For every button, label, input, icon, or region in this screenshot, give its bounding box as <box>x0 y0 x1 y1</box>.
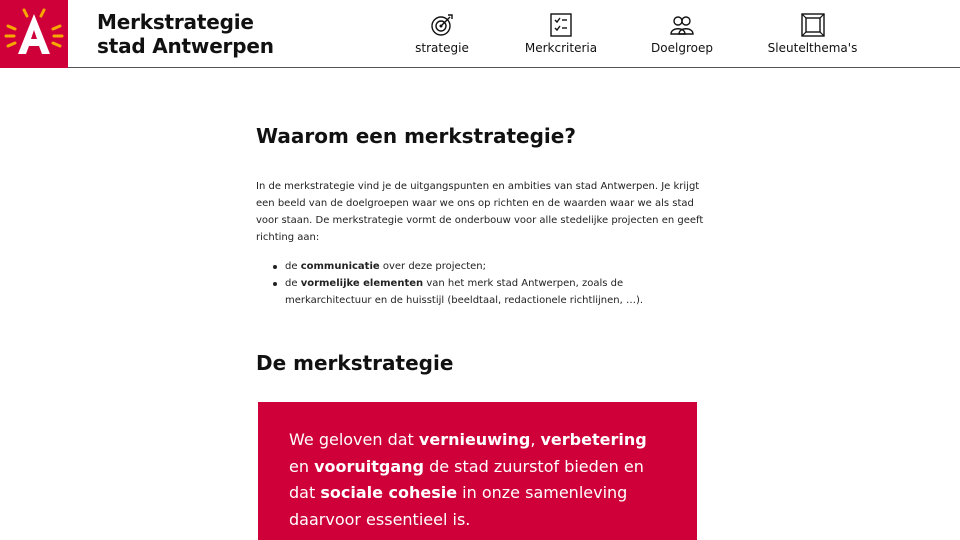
people-icon <box>669 12 695 38</box>
nav-item-label: Sleutelthema's <box>767 41 858 55</box>
frame-icon <box>800 12 826 38</box>
quote-bold: sociale cohesie <box>320 483 458 502</box>
checklist-icon <box>548 12 574 38</box>
bullet-bold: communicatie <box>300 261 380 272</box>
section-title: De merkstrategie <box>256 351 454 375</box>
quote-text <box>289 427 669 533</box>
quote-part: in onze samenleving daarvoor essentieel is. <box>289 483 628 529</box>
nav-item-label: Merkcriteria <box>524 41 598 55</box>
nav-item-label: strategie <box>415 41 469 55</box>
page-title: Waarom een merkstrategie? <box>256 124 576 148</box>
site-title-line2: stad Antwerpen <box>97 34 274 58</box>
bullet-list <box>256 258 706 309</box>
quote-block <box>258 402 697 540</box>
bullet-text: de <box>285 278 301 289</box>
list-item <box>256 275 706 309</box>
bullet-bold: vormelijke elementen <box>300 278 424 289</box>
quote-part: de stad zuurstof bieden en dat <box>289 456 644 502</box>
quote-part: We geloven dat <box>289 430 419 449</box>
antwerpen-logo[interactable] <box>0 0 68 68</box>
nav-item-merkcriteria[interactable] <box>515 0 607 68</box>
site-title-line1: Merkstrategie <box>97 10 254 34</box>
site-header <box>0 0 960 68</box>
bullet-text: van het merk stad Antwerpen, zoals de merkarchitectuur en de huisstijl (beeldtaal, redactionele richtlijnen, …). <box>285 278 644 306</box>
quote-bold: vernieuwing <box>418 430 531 449</box>
nav-item-sleutelthemas[interactable] <box>764 0 861 68</box>
quote-bold: vooruitgang <box>314 456 424 476</box>
bullet-text: de <box>285 261 301 272</box>
nav-item-label: Doelgroep <box>651 41 713 55</box>
quote-bold: verbetering <box>540 430 647 449</box>
bullet-text: over deze projecten; <box>379 261 486 272</box>
quote-part: , <box>530 430 541 449</box>
intro-paragraph: In de merkstrategie vind je de uitgangspunten en ambities van stad Antwerpen. Je krijgt een beeld van de doelgroepen waar we ons op richten en de waarden waar we als stad voor staan. De merkstrategie vormt de onderbouw voor alle stedelijke projecten en geeft richting aan: <box>256 181 704 243</box>
target-icon <box>429 12 455 38</box>
list-item <box>256 258 706 275</box>
a-logo-icon <box>0 0 68 68</box>
nav-item-strategie[interactable] <box>402 0 482 68</box>
nav-item-doelgroep[interactable] <box>642 0 722 68</box>
site-title[interactable] <box>97 10 274 58</box>
quote-part: en <box>289 456 315 476</box>
